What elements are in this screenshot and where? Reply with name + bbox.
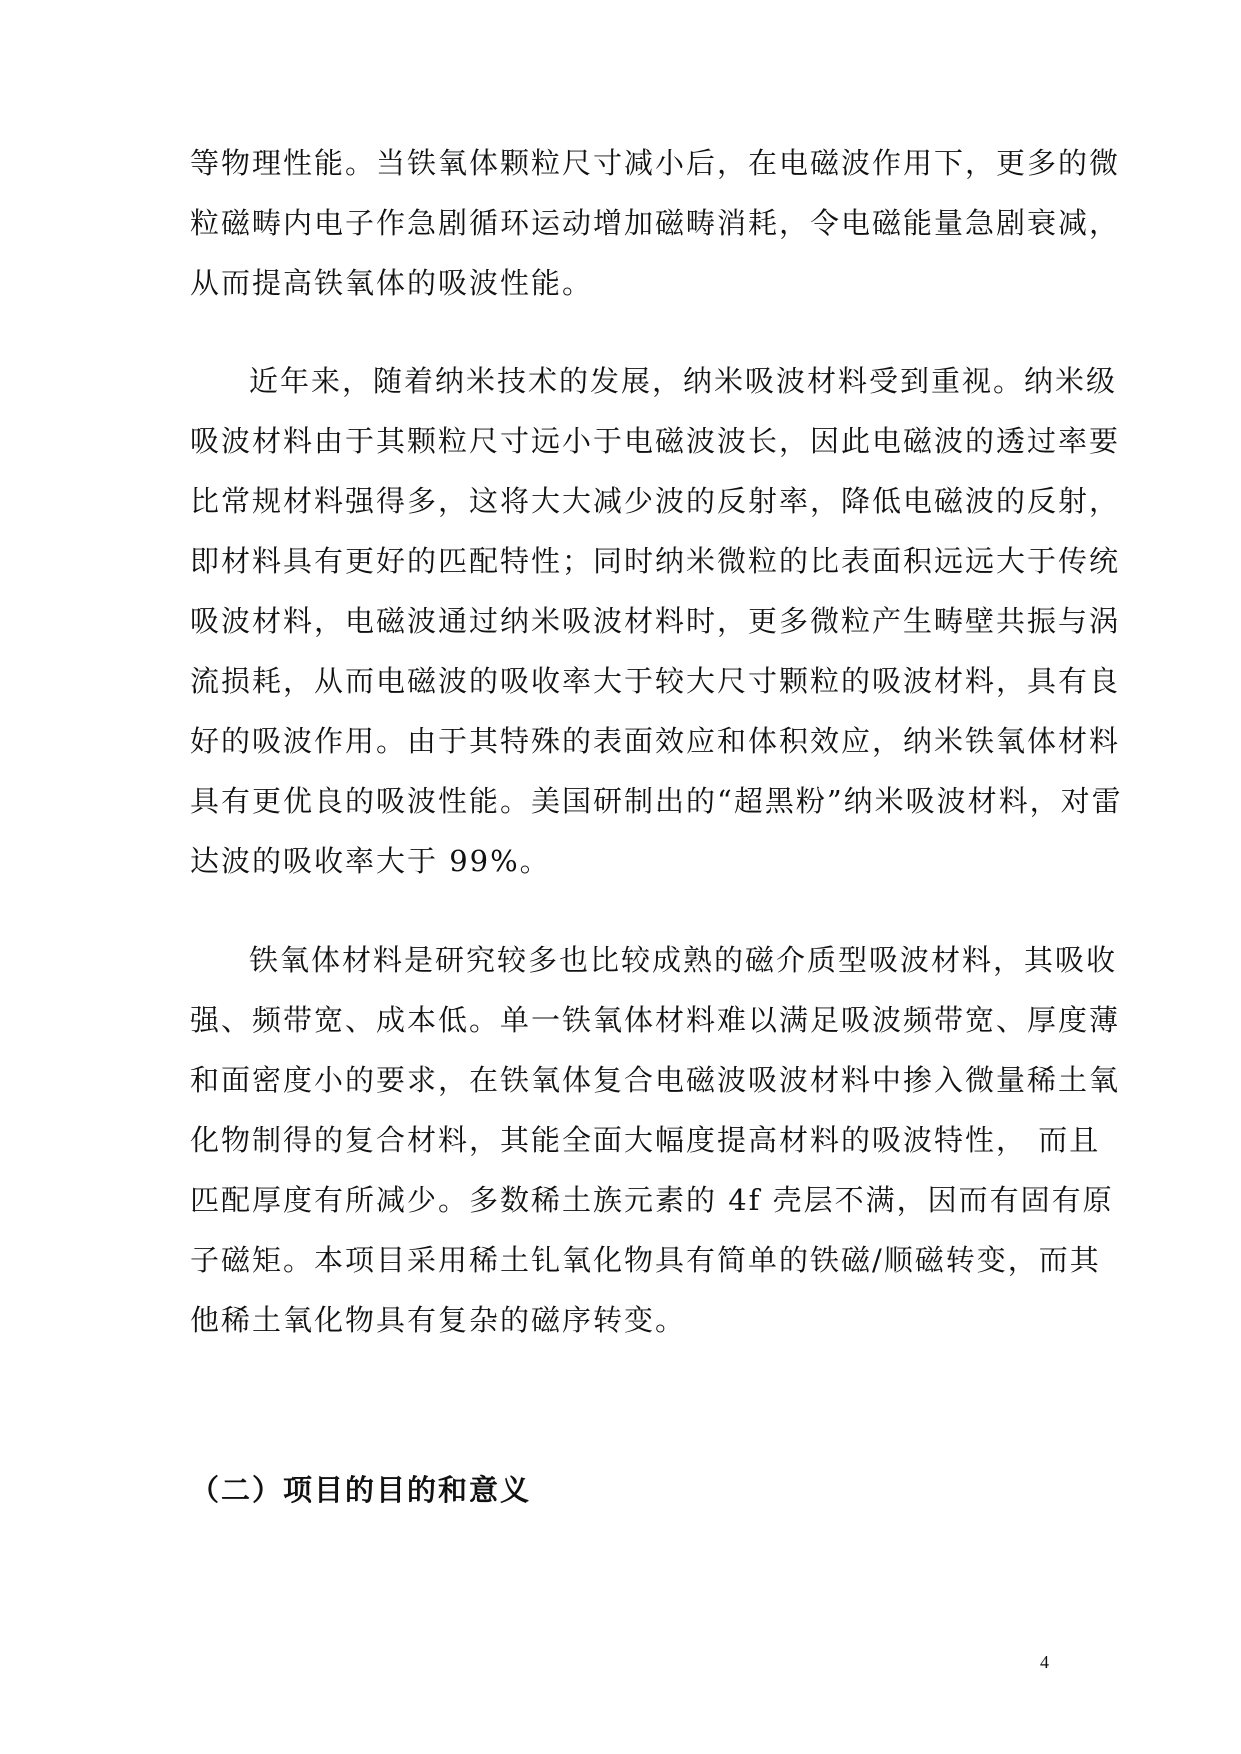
paragraph-nano-line-4: 即材料具有更好的匹配特性；同时纳米微粒的比表面积远远大于传统 xyxy=(190,544,1121,578)
paragraph-ferrite-line-4: 化物制得的复合材料，其能全面大幅度提高材料的吸波特性， 而且 xyxy=(190,1123,1101,1157)
section-heading: （二）项目的目的和意义 xyxy=(190,1473,532,1507)
paragraph-ferrite-line-3: 和面密度小的要求，在铁氧体复合电磁波吸波材料中掺入微量稀土氧 xyxy=(190,1063,1121,1097)
paragraph-nano-line-3: 比常规材料强得多，这将大大减少波的反射率，降低电磁波的反射， xyxy=(190,484,1121,518)
paragraph-continuation-line-2: 粒磁畴内电子作急剧循环运动增加磁畴消耗，令电磁能量急剧衰减， xyxy=(190,206,1121,240)
paragraph-ferrite-line-7: 他稀土氧化物具有复杂的磁序转变。 xyxy=(190,1303,687,1337)
paragraph-nano-line-9: 达波的吸收率大于 99%。 xyxy=(190,844,551,878)
paragraph-ferrite-line-6: 子磁矩。本项目采用稀土钆氧化物具有简单的铁磁/顺磁转变，而其 xyxy=(190,1243,1101,1277)
paragraph-ferrite-line-1: 铁氧体材料是研究较多也比较成熟的磁介质型吸波材料，其吸收 xyxy=(249,943,1118,977)
paragraph-nano-line-6: 流损耗，从而电磁波的吸收率大于较大尺寸颗粒的吸波材料，具有良 xyxy=(190,664,1121,698)
paragraph-ferrite-line-5: 匹配厚度有所减少。多数稀土族元素的 4f 壳层不满，因而有固有原 xyxy=(190,1183,1114,1217)
paragraph-nano-line-7: 好的吸波作用。由于其特殊的表面效应和体积效应，纳米铁氧体材料 xyxy=(190,724,1121,758)
paragraph-nano-line-5: 吸波材料，电磁波通过纳米吸波材料时，更多微粒产生畴壁共振与涡 xyxy=(190,604,1121,638)
paragraph-nano-line-2: 吸波材料由于其颗粒尺寸远小于电磁波波长，因此电磁波的透过率要 xyxy=(190,424,1121,458)
paragraph-continuation-line-1: 等物理性能。当铁氧体颗粒尺寸减小后，在电磁波作用下，更多的微 xyxy=(190,146,1121,180)
paragraph-nano-line-1: 近年来，随着纳米技术的发展，纳米吸波材料受到重视。纳米级 xyxy=(249,364,1118,398)
paragraph-nano-line-8: 具有更优良的吸波性能。美国研制出的“超黑粉”纳米吸波材料，对雷 xyxy=(190,784,1123,818)
paragraph-continuation-line-3: 从而提高铁氧体的吸波性能。 xyxy=(190,266,594,300)
page-number: 4 xyxy=(1040,1652,1049,1672)
paragraph-ferrite-line-2: 强、频带宽、成本低。单一铁氧体材料难以满足吸波频带宽、厚度薄 xyxy=(190,1003,1121,1037)
